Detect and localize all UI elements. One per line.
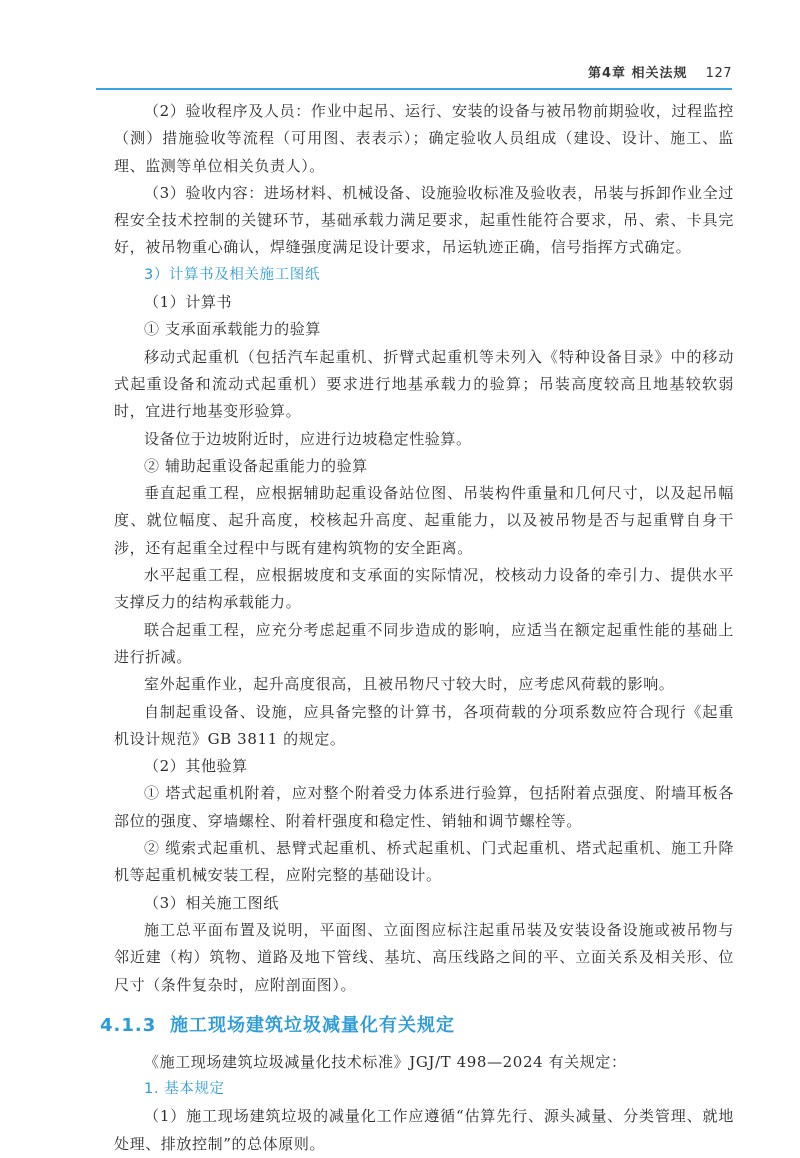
paragraph: 联合起重工程，应充分考虑起重不同步造成的影响，应适当在额定起重性能的基础上进行折减。: [114, 620, 734, 666]
paragraph: （2）其他验算: [144, 757, 248, 776]
paragraph: ② 缆索式起重机、悬臂式起重机、桥式起重机、门式起重机、塔式起重机、施工升降机等起重机械安装工程，应附完整的基础设计。: [114, 839, 734, 885]
paragraph: 室外起重作业，起升高度很高，且被吊物尺寸较大时，应考虑风荷载的影响。: [144, 675, 675, 694]
section-number: 4.1.3: [100, 1014, 157, 1036]
paragraph: （1）施工现场建筑垃圾的减量化工作应遵循“估算先行、源头减量、分类管理、就地处理、排放控制”的总体原则。: [114, 1107, 734, 1153]
paragraph: ① 塔式起重机附着，应对整个附着受力体系进行验算，包括附着点强度、附墙耳板各部位的强度、穿墙螺栓、附着杆强度和稳定性、销轴和调节螺栓等。: [114, 784, 734, 830]
header-rule: [96, 88, 732, 90]
page-number: 127: [705, 66, 732, 81]
paragraph: 垂直起重工程，应根据辅助起重设备站位图、吊装构件重量和几何尺寸，以及起吊幅度、就位幅度、起升高度，校核起升高度、起重能力，以及被吊物是否与起重臂自身干涉，还有起重全过程中与既有建构筑物的安全距离。: [114, 484, 734, 557]
body-text: [100, 98, 734, 1158]
paragraph: ① 支承面承载能力的验算: [144, 320, 321, 339]
paragraph: 设备位于边坡附近时，应进行边坡稳定性验算。: [144, 429, 472, 448]
paragraph: ② 辅助起重设备起重能力的验算: [144, 456, 368, 475]
paragraph: 水平起重工程，应根据坡度和支承面的实际情况，校核动力设备的牵引力、提供水平支撑反力的结构承载能力。: [114, 566, 734, 612]
paragraph: （1）计算书: [144, 293, 233, 312]
paragraph: （3）验收内容：进场材料、机械设备、设施验收标准及验收表，吊装与拆卸作业全过程安全技术控制的关键环节，基础承载力满足要求，起重性能符合要求，吊、索、卡具完好，被吊物重心确认，焊缝强度满足设计要求，吊运轨迹正确，信号指挥方式确定。: [114, 183, 734, 257]
paragraph: 自制起重设备、设施，应具备完整的计算书，各项荷载的分项系数应符合现行《起重机设计规范》GB 3811 的规定。: [114, 702, 734, 748]
running-header: [96, 62, 732, 86]
chapter-title: 第4章 相关法规: [587, 66, 688, 81]
paragraph: 移动式起重机（包括汽车起重机、折臂式起重机等未列入《特种设备目录》中的移动式起重设备和流动式起重机）要求进行地基承载力的验算；吊装高度较高且地基较软弱时，宜进行地基变形验算。: [114, 347, 734, 421]
paragraph: 《施工现场建筑垃圾减量化技术标准》JGJ/T 498—2024 有关规定：: [144, 1052, 627, 1071]
paragraph: （2）验收程序及人员：作业中起吊、运行、安装的设备与被吊物前期验收，过程监控（测）措施验收等流程（可用图、表表示）；确定验收人员组成（建设、设计、施工、监理、监测等单位相关负责人）。: [114, 102, 734, 175]
paragraph: （3）相关施工图纸: [144, 893, 279, 912]
subheading: 1. 基本规定: [144, 1081, 225, 1098]
section-title: 施工现场建筑垃圾减量化有关规定: [170, 1014, 455, 1036]
subheading: 3）计算书及相关施工图纸: [144, 266, 320, 283]
paragraph: 施工总平面布置及说明，平面图、立面图应标注起重吊装及安装设备设施或被吊物与邻近建（构）筑物、道路及地下管线、基坑、高压线路之间的平、立面关系及相关形、位尺寸（条件复杂时，应附剖面图）。: [114, 920, 734, 994]
section-heading: [100, 1011, 734, 1041]
